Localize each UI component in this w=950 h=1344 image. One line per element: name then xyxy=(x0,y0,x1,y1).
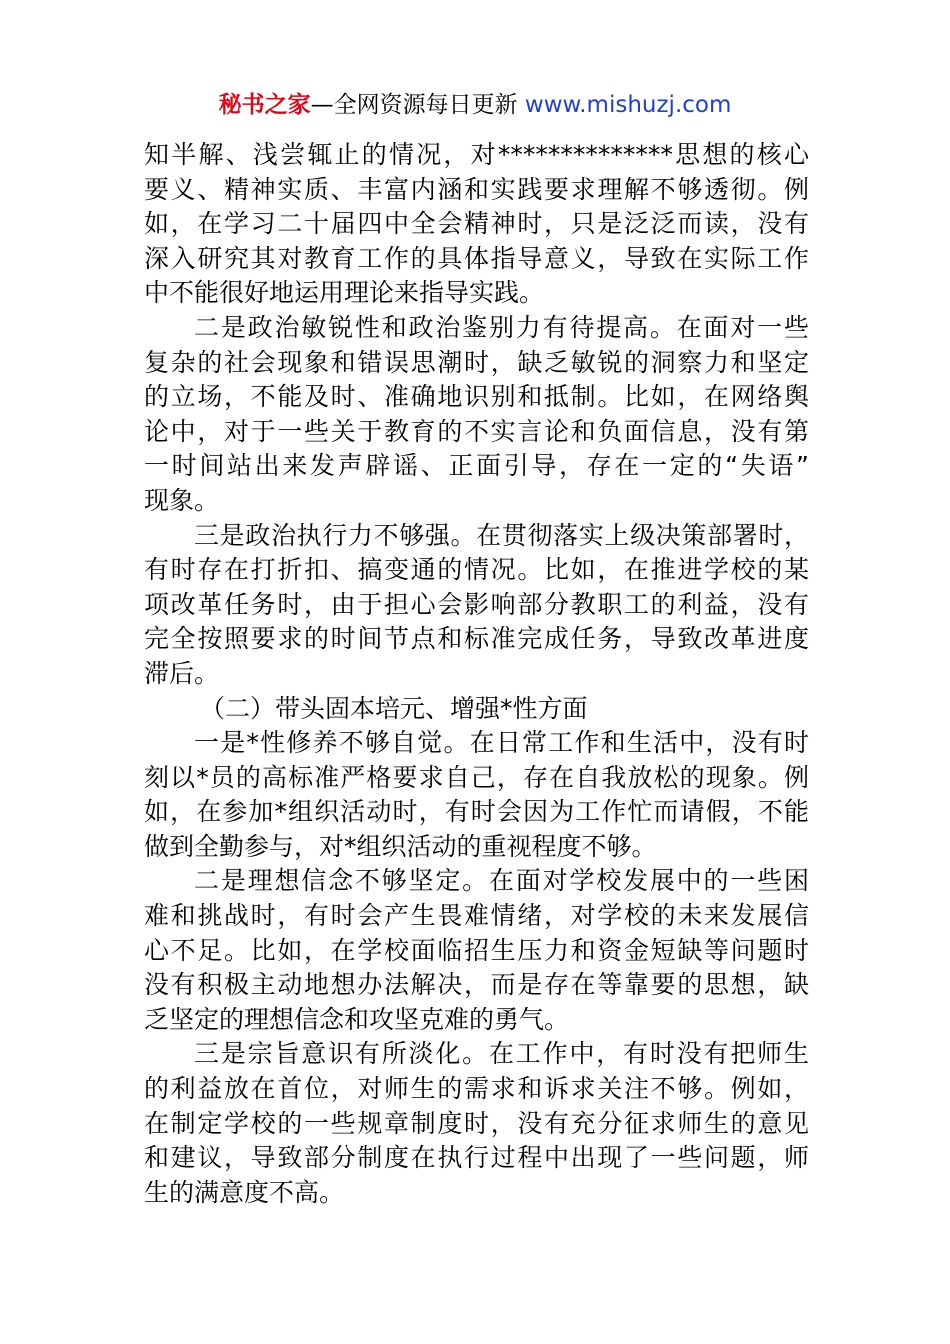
paragraph-start: 三是宗旨意识有所淡化。在工作中，有时没有把师生 xyxy=(194,1039,809,1069)
header-tagline: —全网资源每日更新 xyxy=(310,92,525,118)
text-line: 做到全勤参与，对*组织活动的重视程度不够。 xyxy=(144,831,657,861)
text-line: 复杂的社会现象和错误思潮时，缺乏敏锐的洞察力和坚定 xyxy=(144,347,809,377)
text-line: 滞后。 xyxy=(144,658,220,688)
paragraph-start: 二是理想信念不够坚定。在面对学校发展中的一些困 xyxy=(194,866,809,896)
paragraph-start: 一是*性修养不够自觉。在日常工作和生活中，没有时 xyxy=(194,728,809,758)
section-heading: （二）带头固本培元、增强*性方面 xyxy=(200,693,588,723)
text-line: 知半解、浅尝辄止的情况，对**************思想的核心 xyxy=(144,140,809,169)
text-line: 现象。 xyxy=(144,485,220,515)
text-line: 一时间站出来发声辟谣、正面引导，存在一定的“失语” xyxy=(144,451,809,481)
text-line: 的利益放在首位，对师生的需求和诉求关注不够。例如， xyxy=(144,1074,809,1104)
text-line: 没有积极主动地想办法解决，而是存在等靠要的思想，缺 xyxy=(144,970,809,1000)
text-line: 如，在学习二十届四中全会精神时，只是泛泛而读，没有 xyxy=(144,209,809,239)
text-line: 有时存在打折扣、搞变通的情况。比如，在推进学校的某 xyxy=(144,555,809,585)
document-body xyxy=(144,138,809,1210)
text-line: 要义、精神实质、丰富内涵和实践要求理解不够透彻。例 xyxy=(144,174,809,204)
text-line: 如，在参加*组织活动时，有时会因为工作忙而请假，不能 xyxy=(144,797,809,827)
text-line: 刻以*员的高标准严格要求自己，存在自我放松的现象。例 xyxy=(144,762,809,792)
brand-name: 秘书之家 xyxy=(218,92,311,118)
site-header xyxy=(0,88,950,122)
text-line: 生的满意度不高。 xyxy=(144,1177,345,1207)
text-line: 深入研究其对教育工作的具体指导意义，导致在实际工作 xyxy=(144,243,809,273)
text-line: 中不能很好地运用理论来指导实践。 xyxy=(144,278,545,308)
paragraph-start: 三是政治执行力不够强。在贯彻落实上级决策部署时， xyxy=(194,520,809,550)
text-line: 的立场，不能及时、准确地识别和抵制。比如，在网络舆 xyxy=(144,382,809,412)
text-line: 完全按照要求的时间节点和标准完成任务，导致改革进度 xyxy=(144,624,809,654)
text-line: 难和挑战时，有时会产生畏难情绪，对学校的未来发展信 xyxy=(144,901,809,931)
site-url[interactable]: www.mishuzj.com xyxy=(524,92,732,118)
paragraph-start: 二是政治敏锐性和政治鉴别力有待提高。在面对一些 xyxy=(194,312,809,342)
text-line: 和建议，导致部分制度在执行过程中出现了一些问题，师 xyxy=(144,1143,809,1173)
text-line: 项改革任务时，由于担心会影响部分教职工的利益，没有 xyxy=(144,589,809,619)
text-line: 论中，对于一些关于教育的不实言论和负面信息，没有第 xyxy=(144,416,809,446)
text-line: 心不足。比如，在学校面临招生压力和资金短缺等问题时 xyxy=(144,935,809,965)
text-line: 在制定学校的一些规章制度时，没有充分征求师生的意见 xyxy=(144,1108,809,1138)
text-line: 乏坚定的理想信念和攻坚克难的勇气。 xyxy=(144,1004,570,1034)
